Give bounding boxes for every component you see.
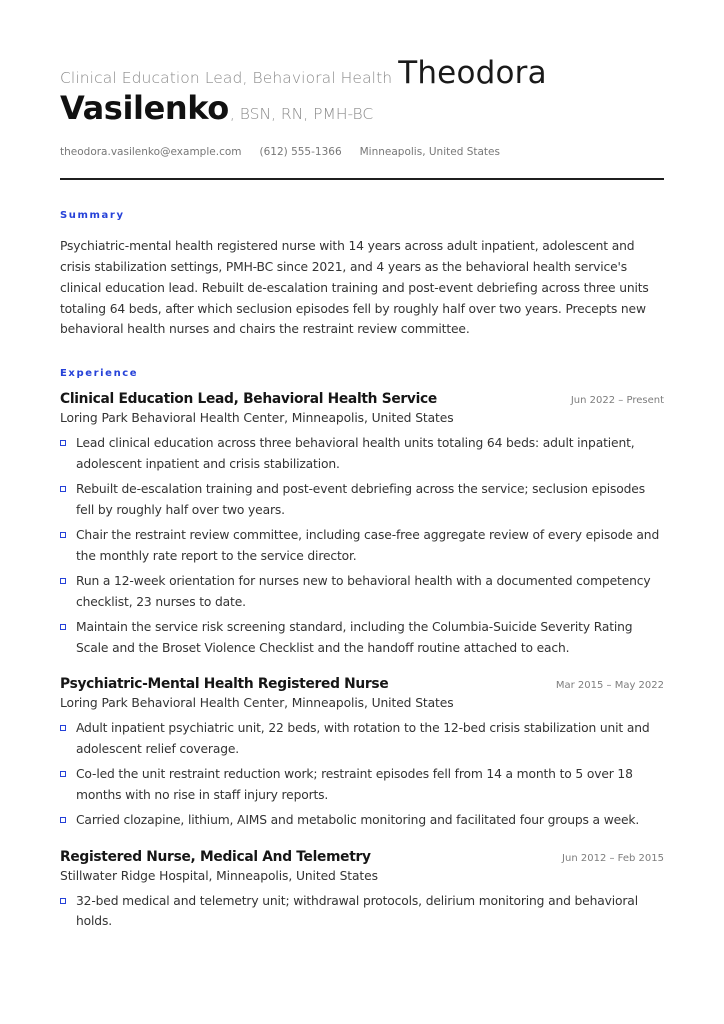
bullet-text: Co-led the unit restraint reduction work; restraint episodes fell from 14 a month to 5 over 18 months with no rise in staff injury reports. (76, 767, 633, 802)
job-bullets (60, 718, 664, 831)
experience-heading: Experience (60, 368, 139, 380)
contact-location: Minneapolis, United States (359, 146, 500, 159)
bullet-item (60, 525, 664, 566)
job-entry (60, 849, 664, 932)
job-bullets (60, 433, 664, 658)
square-bullet-icon (60, 440, 66, 446)
job-title: Registered Nurse, Medical And Telemetry (60, 848, 371, 865)
bullet-text: Run a 12-week orientation for nurses new to behavioral health with a documented competency checklist, 23 nurses to date. (76, 574, 651, 609)
bullet-item (60, 433, 664, 474)
job-bullets (60, 891, 664, 932)
square-bullet-icon (60, 624, 66, 630)
job-dates: Mar 2015 – May 2022 (555, 680, 664, 692)
job-entry (60, 391, 664, 658)
job-organization: Loring Park Behavioral Health Center, Minneapolis, United States (60, 411, 454, 426)
job-organization: Stillwater Ridge Hospital, Minneapolis, United States (60, 868, 378, 883)
bullet-text: Chair the restraint review committee, including case-free aggregate review of every episode and the monthly rate report to the service director. (76, 528, 660, 563)
last-name: Vasilenko (60, 89, 229, 127)
square-bullet-icon (60, 725, 66, 731)
bullet-item (60, 891, 664, 932)
bullet-text: Rebuilt de-escalation training and post-event debriefing across the service; seclusion episodes fell by roughly half over two years. (76, 482, 645, 517)
square-bullet-icon (60, 771, 66, 777)
bullet-text: Maintain the service risk screening standard, including the Columbia-Suicide Severity Rating Scale and the Broset Violence Checklist and the handoff routine attached to each. (76, 620, 633, 655)
job-organization: Loring Park Behavioral Health Center, Minneapolis, United States (60, 696, 454, 711)
bullet-item (60, 617, 664, 658)
bullet-item (60, 571, 664, 612)
job-title: Clinical Education Lead, Behavioral Health Service (60, 391, 437, 408)
job-dates: Jun 2022 – Present (570, 395, 664, 407)
bullet-item (60, 810, 664, 831)
header-divider (60, 178, 664, 180)
summary-text: Psychiatric-mental health registered nurse with 14 years across adult inpatient, adolescent and crisis stabilization settings, PMH-BC since 2021, and 4 years as the behavioral health service's clinical education lead. Rebuilt de-escalation training and post-event debriefing across three units totaling 64 beds, after which seclusion episodes fell by roughly half over two years. Precepts new behavioral health nurses and chairs the restraint review committee. (60, 239, 649, 337)
job-entry (60, 676, 664, 831)
bullet-item (60, 479, 664, 520)
bullet-text: Adult inpatient psychiatric unit, 22 beds, with rotation to the 12-bed crisis stabilization unit and adolescent relief coverage. (76, 721, 650, 756)
resume-header (60, 55, 664, 127)
job-dates: Jun 2012 – Feb 2015 (562, 852, 664, 864)
bullet-item (60, 718, 664, 759)
square-bullet-icon (60, 817, 66, 823)
bullet-text: Lead clinical education across three behavioral health units totaling 64 beds: adult inpatient, adolescent inpatient and crisis stabilization. (76, 436, 635, 471)
bullet-item (60, 764, 664, 805)
job-title: Psychiatric-Mental Health Registered Nurse (60, 676, 389, 693)
square-bullet-icon (60, 578, 66, 584)
contact-line (60, 146, 664, 158)
square-bullet-icon (60, 486, 66, 492)
square-bullet-icon (60, 532, 66, 538)
headline-title: Clinical Education Lead, Behavioral Health (60, 69, 393, 87)
contact-email[interactable]: theodora.vasilenko@example.com (60, 146, 242, 159)
bullet-text: Carried clozapine, lithium, AIMS and metabolic monitoring and facilitated four groups a week. (76, 813, 640, 828)
square-bullet-icon (60, 898, 66, 904)
contact-phone[interactable]: (612) 555-1366 (259, 146, 342, 159)
credentials: , BSN, RN, PMH-BC (229, 105, 374, 123)
summary-heading: Summary (60, 210, 125, 222)
bullet-text: 32-bed medical and telemetry unit; withdrawal protocols, delirium monitoring and behavioral holds. (76, 893, 638, 929)
first-name: Theodora (398, 55, 547, 91)
